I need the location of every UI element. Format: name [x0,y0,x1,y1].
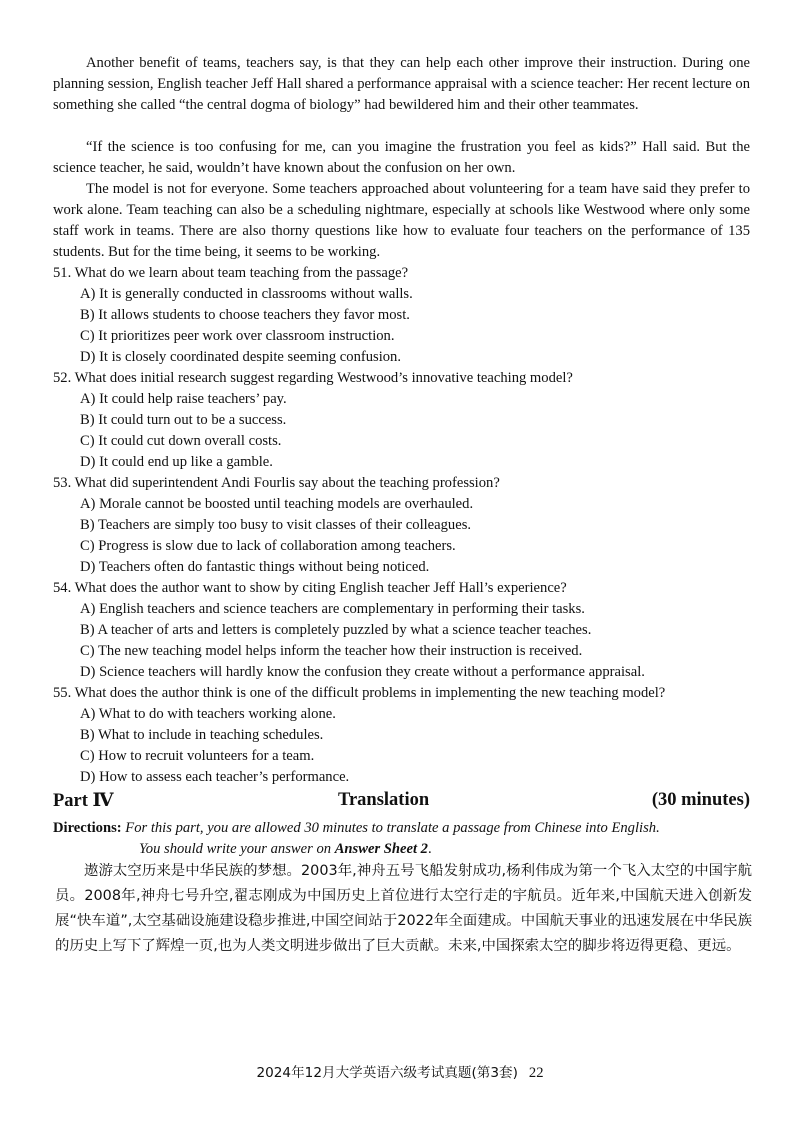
page-number: 22 [528,1065,544,1081]
section-title: Translation [338,790,430,810]
question-number: 52. [53,370,72,386]
question-55 [53,683,665,704]
option-55-a: A) What to do with teachers working alone. [80,706,336,722]
directions-line-2: You should write your answer on Answer Sheet 2. [139,841,432,857]
page-footer [0,1061,800,1082]
passage-paragraph: The model is not for everyone. Some teachers approached about volunteering for a team have said they prefer to work alone. Team teaching can also be a scheduling nightmare, especially at schools like Westwood where only some staff work in teams. There are also thorny questions like how to evaluate four teachers on the performance of 135 students. But for the time being, it seems to be working. [53,181,750,260]
chinese-passage: 遨游太空历来是中华民族的梦想。2003年,神舟五号飞船发射成功,杨利伟成为第一个飞入太空的中国宇航员。2008年,神舟七号升空,翟志刚成为中国历史上首位进行太空行走的宇航员。近年来,中国航天进入创新发展“快车道”,太空基础设施建设稳步推进,中国空间站于2022年全面建成。中国航天事业的迅速发展在中华民族的历史上写下了辉煌一页,也为人类文明进步做出了巨大贡献。未来,中国探索太空的脚步将迈得更稳、更远。 [55,863,752,954]
option-55-d: D) How to assess each teacher’s performance. [80,769,350,785]
part-label: Part Ⅳ [53,791,114,811]
part-heading [53,790,750,814]
question-53 [53,473,500,494]
question-text: What does initial research suggest regarding Westwood’s innovative teaching model? [74,370,573,386]
question-52 [53,368,573,389]
question-number: 54. [53,580,72,596]
question-text: What did superintendent Andi Fourlis say about the teaching profession? [74,475,500,491]
option-51-a: A) It is generally conducted in classrooms without walls. [80,286,413,302]
directions-line-1 [53,818,753,839]
option-55-b: B) What to include in teaching schedules. [80,727,324,743]
option-53-d: D) Teachers often do fantastic things without being noticed. [80,559,430,575]
directions-text: For this part, you are allowed 30 minutes to translate a passage from Chinese into English. [125,820,660,836]
option-54-d: D) Science teachers will hardly know the confusion they create without a performance appraisal. [80,664,645,680]
option-52-a: A) It could help raise teachers’ pay. [80,391,287,407]
option-53-a: A) Morale cannot be boosted until teaching models are overhauled. [80,496,474,512]
option-53-c: C) Progress is slow due to lack of collaboration among teachers. [80,538,456,554]
option-51-d: D) It is closely coordinated despite seeming confusion. [80,349,401,365]
option-54-c: C) The new teaching model helps inform the teacher how their instruction is received. [80,643,583,659]
passage-paragraph: “If the science is too confusing for me, can you imagine the frustration you feel as kids?” Hall said. But the science teacher, he said, wouldn’t have known about the confusion on her own. [53,139,750,176]
question-text: What does the author want to show by citing English teacher Jeff Hall’s experience? [74,580,567,596]
option-52-c: C) It could cut down overall costs. [80,433,282,449]
option-53-b: B) Teachers are simply too busy to visit classes of their colleagues. [80,517,472,533]
answer-sheet-ref: Answer Sheet 2 [334,841,428,857]
question-number: 51. [53,265,72,281]
time-limit: (30 minutes) [651,790,750,810]
directions-label: Directions: [53,820,122,836]
question-54 [53,578,567,599]
option-51-b: B) It allows students to choose teachers they favor most. [80,307,410,323]
question-number: 53. [53,475,72,491]
option-52-b: B) It could turn out to be a success. [80,412,287,428]
question-51 [53,263,408,284]
option-54-b: B) A teacher of arts and letters is completely puzzled by what a science teacher teaches. [80,622,592,638]
question-text: What does the author think is one of the difficult problems in implementing the new teaching model? [74,685,666,701]
passage-paragraph: Another benefit of teams, teachers say, is that they can help each other improve their instruction. During one planning session, English teacher Jeff Hall shared a performance appraisal with a science teacher: Her recent lecture on something she called “the central dogma of biology” had bewildered him and their other teammates. [53,55,750,113]
option-54-a: A) English teachers and science teachers are complementary in performing their tasks. [80,601,585,617]
option-55-c: C) How to recruit volunteers for a team. [80,748,315,764]
question-text: What do we learn about team teaching from the passage? [74,265,409,281]
question-number: 55. [53,685,72,701]
footer-title: 2024年12月大学英语六级考试真题(第3套) [256,1065,518,1081]
option-51-c: C) It prioritizes peer work over classroom instruction. [80,328,395,344]
option-52-d: D) It could end up like a gamble. [80,454,273,470]
